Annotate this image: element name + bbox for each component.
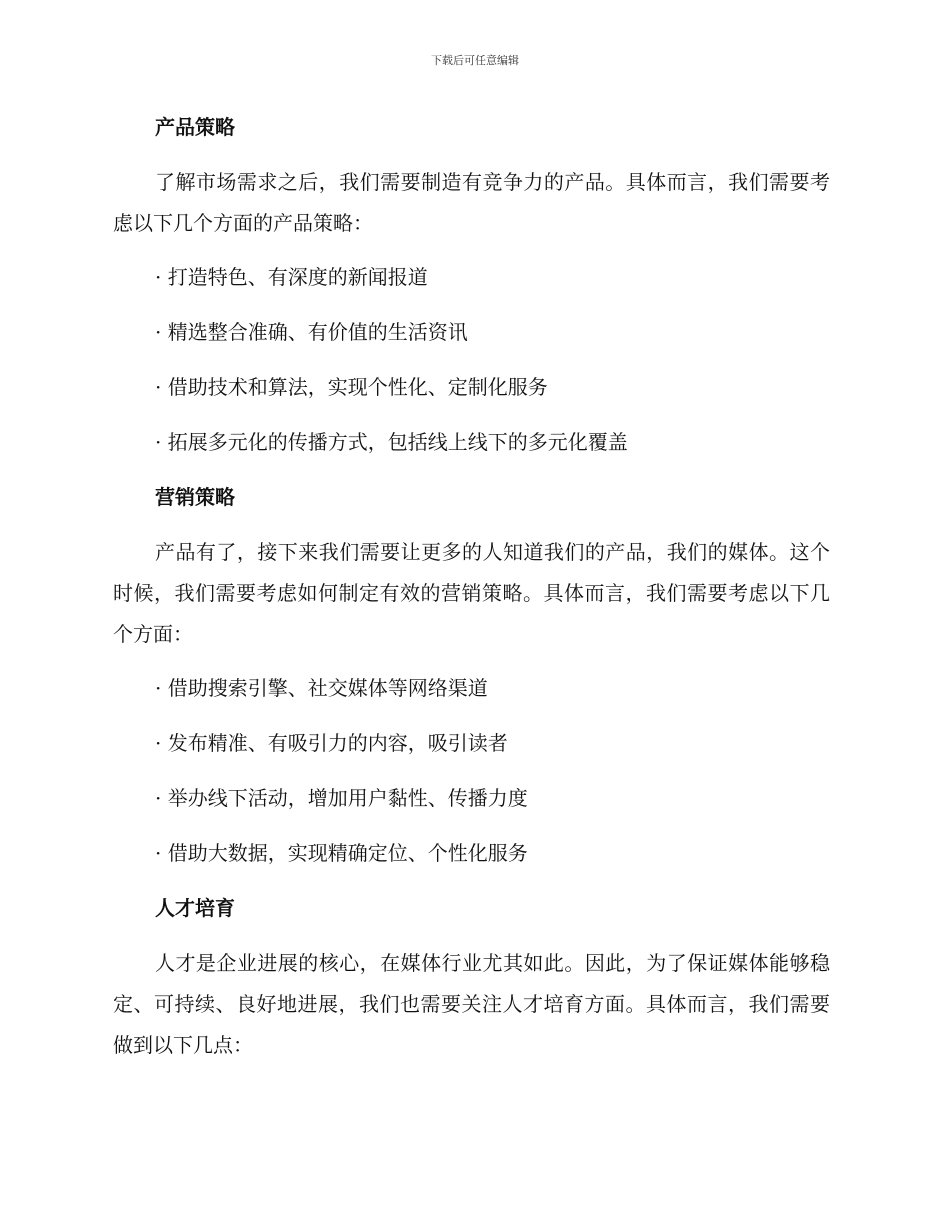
section-heading-marketing-strategy: 营销策略 — [155, 485, 235, 509]
page-header: 下载后可任意编辑 — [431, 54, 519, 67]
section-heading-product-strategy: 产品策略 — [155, 115, 235, 139]
bullet-item: · 拓展多元化的传播方式，包括线上线下的多元化覆盖 — [155, 430, 628, 454]
bullet-item: · 精选整合准确、有价值的生活资讯 — [155, 320, 468, 344]
bullet-item: · 借助搜索引擎、社交媒体等网络渠道 — [155, 676, 488, 700]
bullet-item: · 借助大数据，实现精确定位、个性化服务 — [155, 841, 528, 865]
document-body — [113, 108, 830, 1080]
bullet-item: · 借助技术和算法，实现个性化、定制化服务 — [155, 375, 548, 399]
section-paragraph-marketing-strategy: 产品有了，接下来我们需要让更多的人知道我们的产品，我们的媒体。这个时候，我们需要考虑如何制定有效的营销策略。具体而言，我们需要考虑以下几个方面： — [113, 540, 830, 646]
bullet-item: · 举办线下活动，增加用户黏性、传播力度 — [155, 786, 528, 810]
section-paragraph-talent-development: 人才是企业进展的核心，在媒体行业尤其如此。因此，为了保证媒体能够稳定、可持续、良好地进展，我们也需要关注人才培育方面。具体而言，我们需要做到以下几点： — [113, 951, 830, 1057]
section-heading-talent-development: 人才培育 — [155, 896, 235, 920]
section-paragraph-product-strategy: 了解市场需求之后，我们需要制造有竞争力的产品。具体而言，我们需要考虑以下几个方面的产品策略： — [113, 170, 830, 235]
bullet-item: · 发布精准、有吸引力的内容，吸引读者 — [155, 731, 508, 755]
bullet-item: · 打造特色、有深度的新闻报道 — [155, 265, 428, 289]
